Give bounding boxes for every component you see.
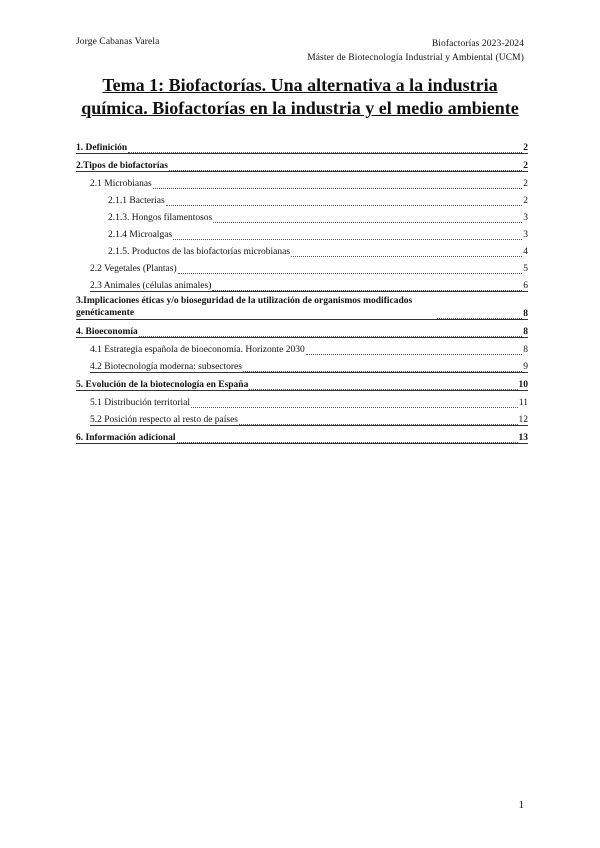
page-number: 1 — [518, 799, 524, 811]
toc-entry-3[interactable]: 3.Implicaciones éticas y/o bioseguridad de la utilización de organismos modificados genéticamente 8 — [76, 296, 528, 319]
toc-entry-2-1-1[interactable]: 2.1.1 Bacterias 2 — [108, 196, 528, 206]
header-course: Biofactorías 2023-2024 — [431, 39, 524, 49]
toc-entry-1[interactable]: 1. Definición 2 — [76, 139, 528, 154]
toc-entry-4-1[interactable]: 4.1 Estrategia española de bioeconomía. Horizonte 2030 8 — [90, 345, 528, 355]
toc-entry-6[interactable]: 6. Información adicional 13 — [76, 429, 528, 444]
header-author: Jorge Cabanas Varela — [76, 37, 160, 47]
header-program: Máster de Biotecnología Industrial y Ambiental (UCM) — [307, 53, 524, 63]
table-of-contents — [76, 139, 528, 447]
toc-entry-2-2[interactable]: 2.2 Vegetales (Plantas) 5 — [90, 264, 528, 274]
toc-entry-4-2[interactable]: 4.2 Biotecnología moderna: subsectores 9 — [90, 358, 528, 373]
header-right — [307, 37, 524, 65]
toc-entry-2-1-4[interactable]: 2.1.4 Microalgas 3 — [108, 230, 528, 240]
toc-entry-5[interactable]: 5. Evolución de la biotecnología en España 10 — [76, 376, 528, 391]
toc-entry-2-1[interactable]: 2.1 Microbianas 2 — [90, 179, 528, 189]
document-title: Tema 1: Biofactorías. Una alternativa a la industria química. Biofactorías en la industria y el medio ambiente — [81, 75, 519, 118]
toc-entry-2-1-3[interactable]: 2.1.3. Hongos filamentosos 3 — [108, 213, 528, 223]
toc-entry-5-1[interactable]: 5.1 Distribución territorial 11 — [90, 398, 528, 408]
toc-entry-2-3[interactable]: 2.3 Animales (células animales) 6 — [90, 277, 528, 292]
toc-entry-2-1-5[interactable]: 2.1.5. Productos de las biofactorías microbianas 4 — [108, 247, 528, 257]
toc-entry-4[interactable]: 4. Bioeconomía 8 — [76, 323, 528, 338]
toc-entry-2[interactable]: 2.Tipos de biofactorías 2 — [76, 157, 528, 172]
toc-entry-5-2[interactable]: 5.2 Posición respecto al resto de países 12 — [90, 411, 528, 426]
